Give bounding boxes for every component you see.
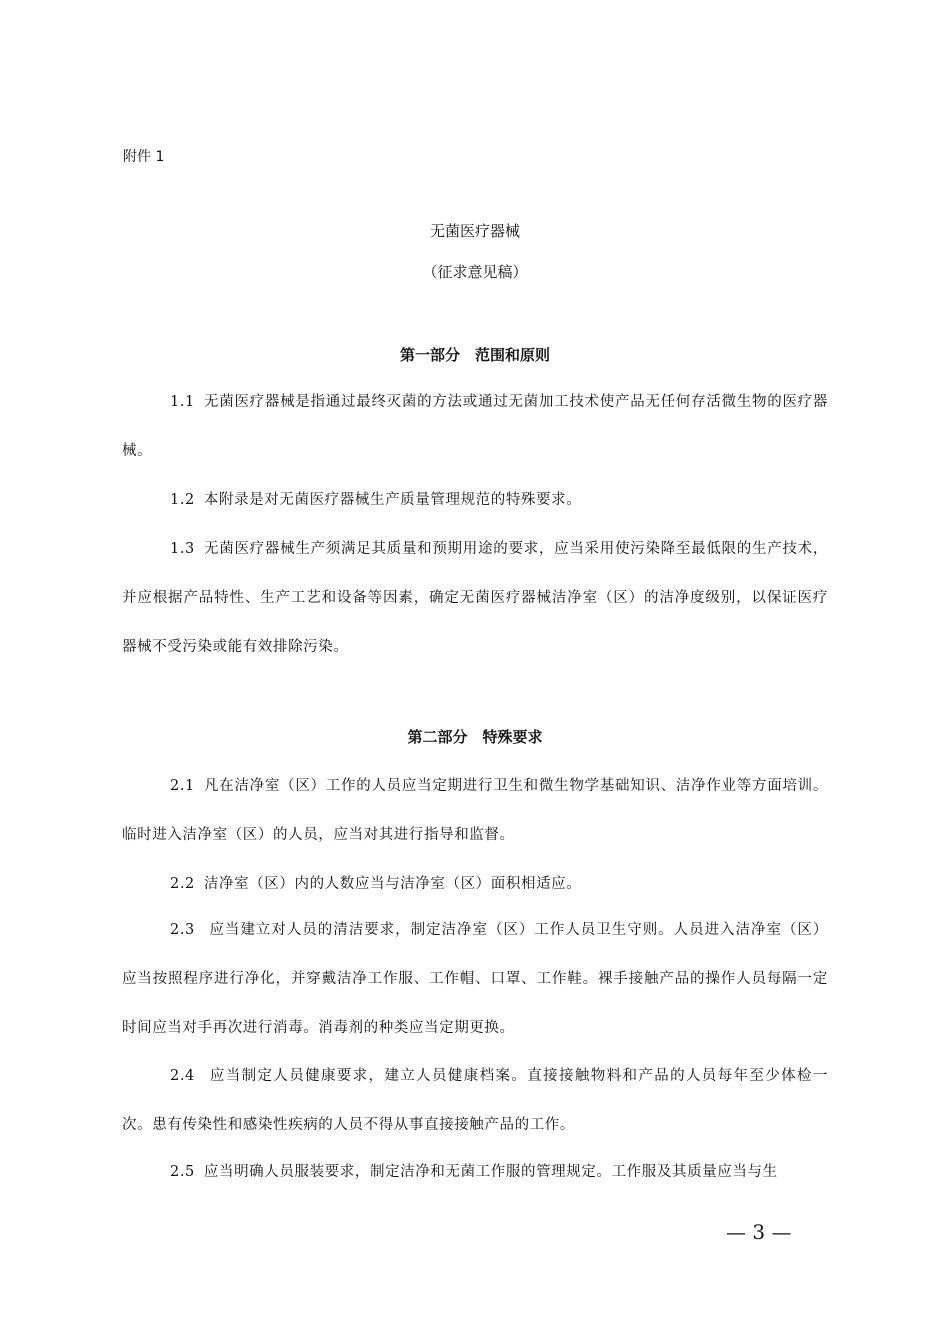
part2-heading: 第二部分 特殊要求 bbox=[407, 728, 543, 746]
page-number: — 3 — bbox=[726, 1220, 792, 1244]
clause-number: 2.4 bbox=[170, 1068, 195, 1084]
paragraph-2-4 bbox=[122, 1052, 828, 1150]
paragraph-2-3 bbox=[122, 906, 828, 1053]
clause-number: 2.1 bbox=[170, 778, 195, 794]
document-title: 无菌医疗器械 bbox=[429, 222, 520, 240]
clause-text: 凡在洁净室（区）工作的人员应当定期进行卫生和微生物学基础知识、洁净作业等方面培训。临时进入洁净室（区）的人员，应当对其进行指导和监督。 bbox=[122, 778, 828, 843]
clause-text: 无菌医疗器械生产须满足其质量和预期用途的要求，应当采用使污染降至最低限的生产技术，并应根据产品特性、生产工艺和设备等因素，确定无菌医疗器械洁净室（区）的洁净度级别，以保证医疗器械不受污染或能有效排除污染。 bbox=[122, 541, 828, 655]
paragraph-2-5 bbox=[122, 1148, 828, 1197]
document-subtitle: （征求意见稿） bbox=[422, 263, 528, 281]
clause-text: 应当制定人员健康要求，建立人员健康档案。直接接触物料和产品的人员每年至少体检一次。患有传染性和感染性疾病的人员不得从事直接接触产品的工作。 bbox=[122, 1068, 828, 1133]
paragraph-1-3 bbox=[122, 525, 828, 672]
clause-number: 1.1 bbox=[170, 394, 195, 410]
part1-heading: 第一部分 范围和原则 bbox=[399, 346, 550, 364]
clause-number: 1.3 bbox=[170, 541, 195, 557]
paragraph-1-1 bbox=[122, 378, 828, 476]
clause-number: 2.2 bbox=[170, 876, 195, 892]
clause-number: 2.5 bbox=[170, 1164, 195, 1180]
clause-text: 本附录是对无菌医疗器械生产质量管理规范的特殊要求。 bbox=[203, 492, 582, 508]
clause-number: 2.3 bbox=[170, 922, 195, 938]
attachment-label: 附件 1 bbox=[123, 149, 165, 165]
paragraph-2-2 bbox=[122, 860, 828, 909]
clause-text: 应当建立对人员的清洁要求，制定洁净室（区）工作人员卫生守则。人员进入洁净室（区）应当按照程序进行净化，并穿戴洁净工作服、工作帽、口罩、工作鞋。裸手接触产品的操作人员每隔一定时间应当对手再次进行消毒。消毒剂的种类应当定期更换。 bbox=[122, 922, 828, 1036]
paragraph-2-1 bbox=[122, 762, 828, 860]
clause-text: 无菌医疗器械是指通过最终灭菌的方法或通过无菌加工技术使产品无任何存活微生物的医疗器械。 bbox=[122, 394, 828, 459]
clause-text: 应当明确人员服装要求，制定洁净和无菌工作服的管理规定。工作服及其质量应当与生 bbox=[203, 1164, 778, 1180]
clause-text: 洁净室（区）内的人数应当与洁净室（区）面积相适应。 bbox=[203, 876, 582, 892]
clause-number: 1.2 bbox=[170, 492, 195, 508]
paragraph-1-2 bbox=[122, 476, 828, 525]
